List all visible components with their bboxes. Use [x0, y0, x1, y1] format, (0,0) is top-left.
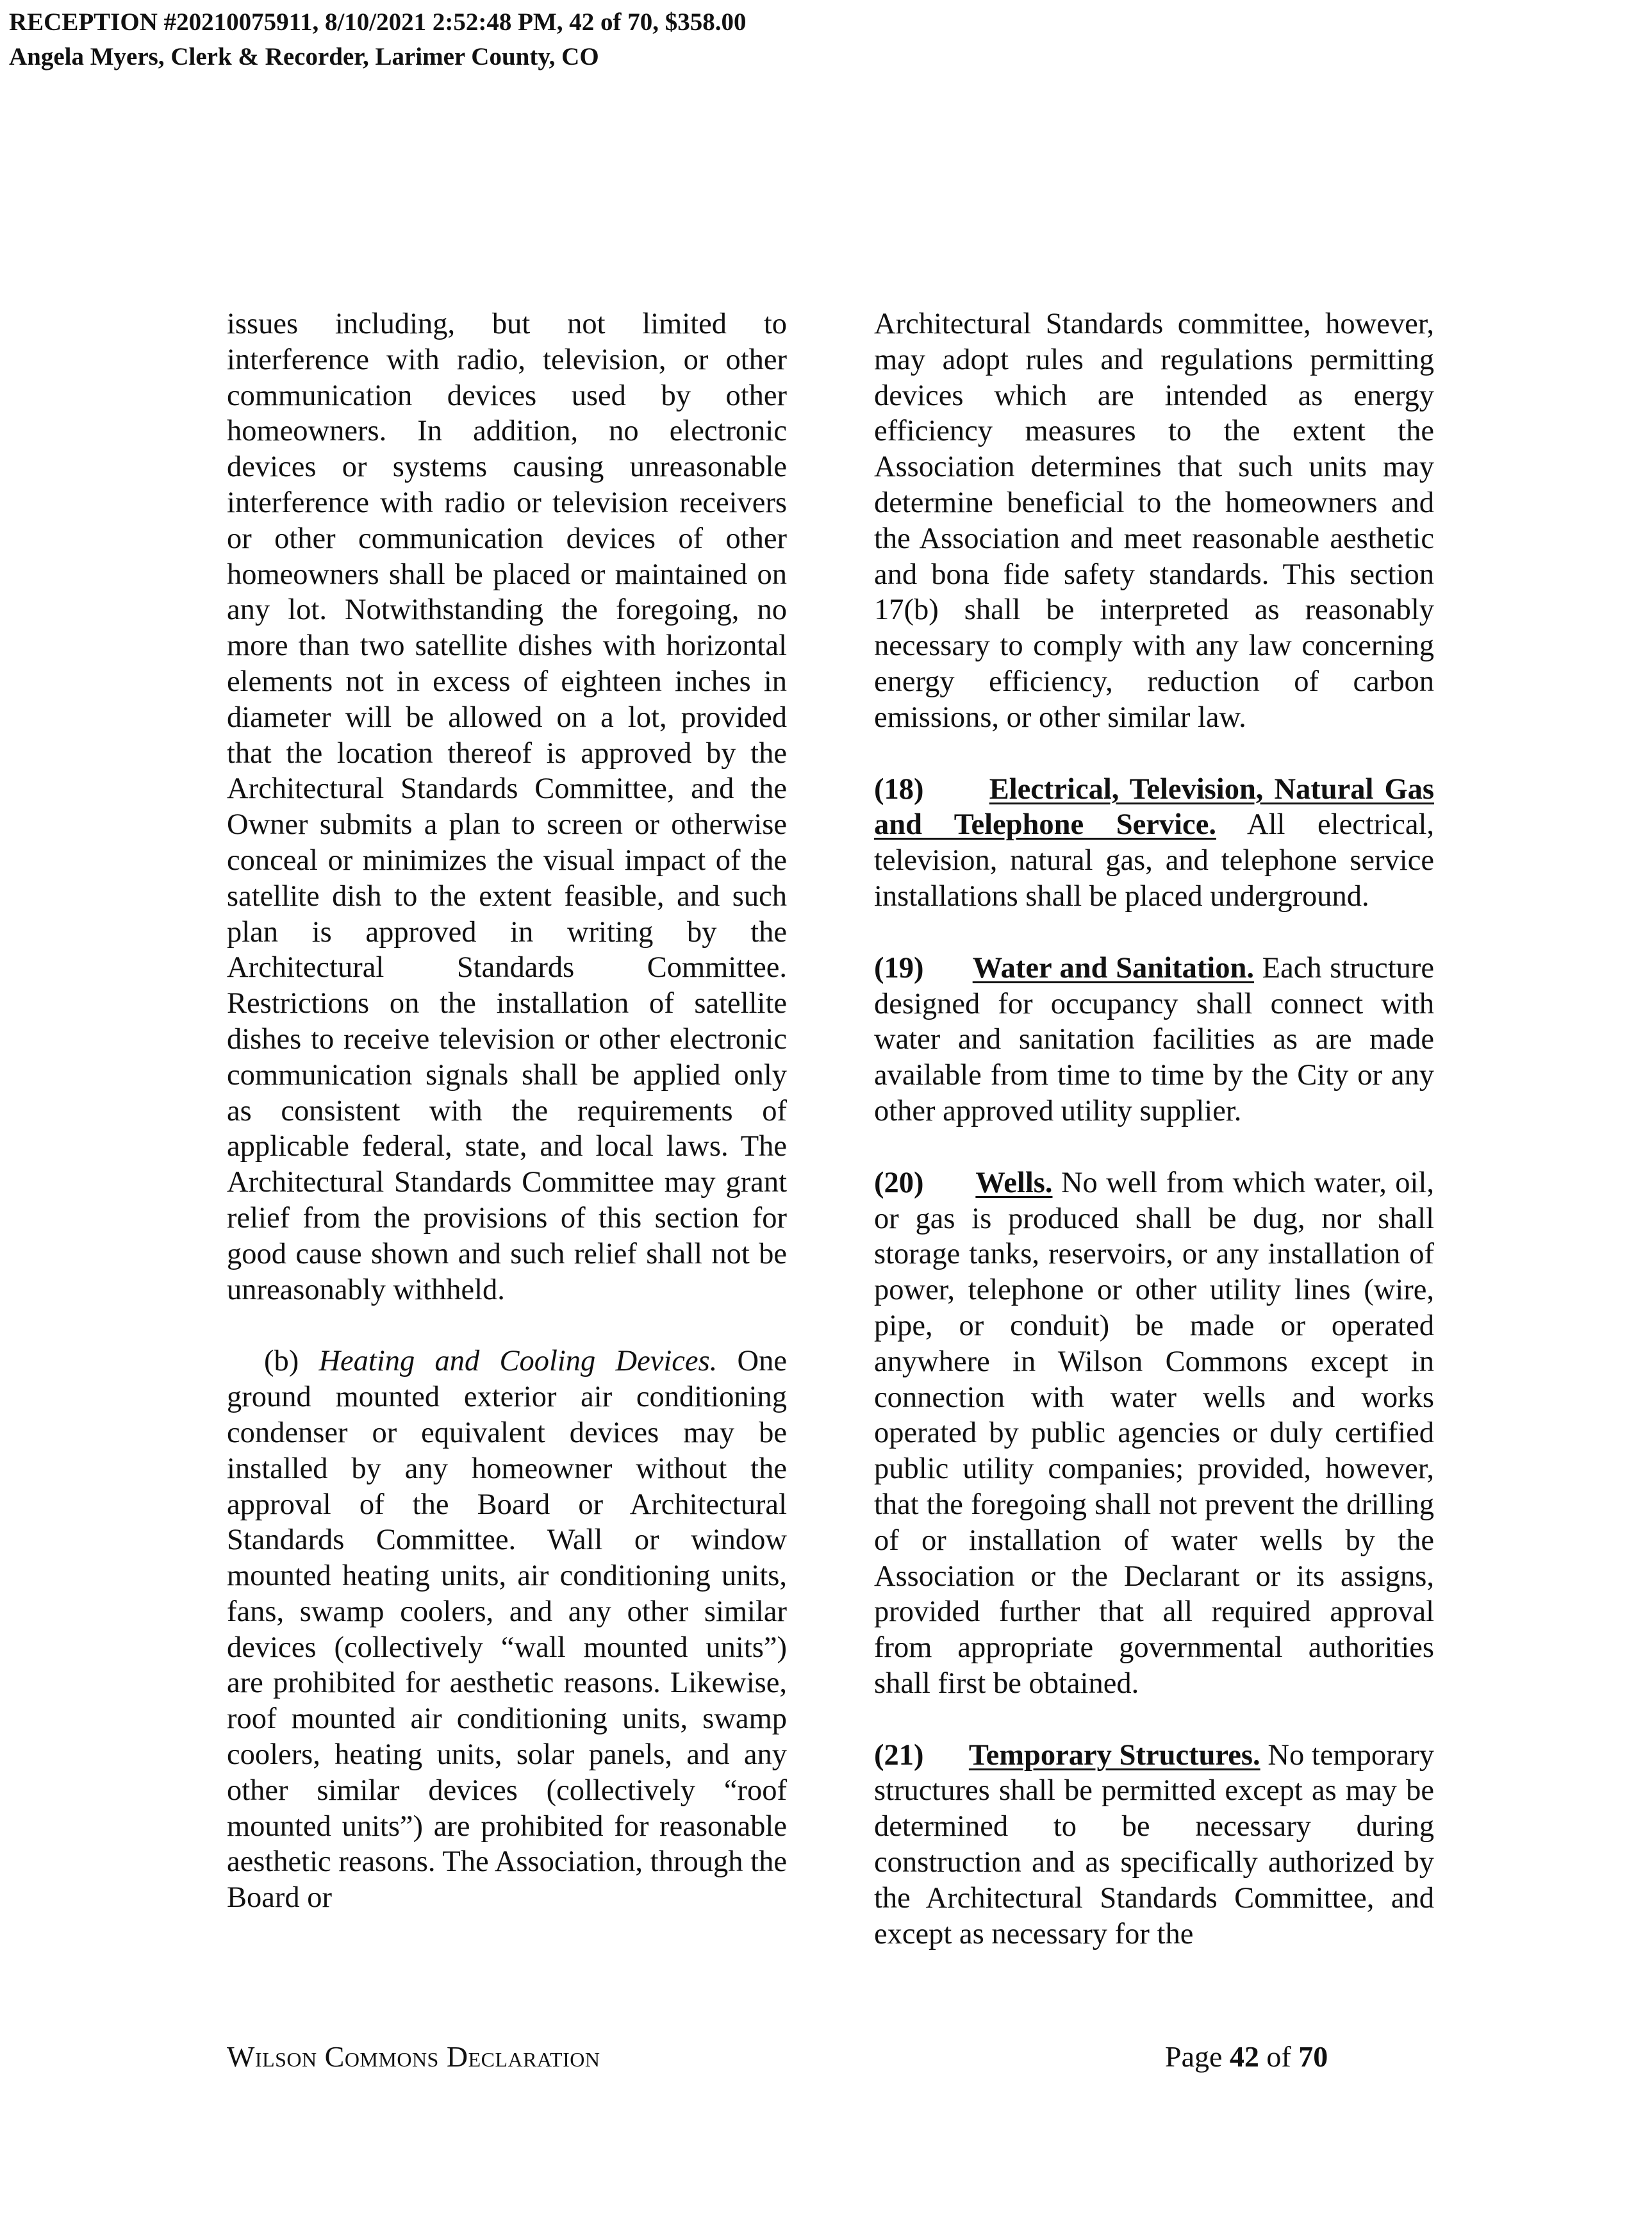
section-19 [874, 951, 1434, 1129]
page-of: of [1266, 2040, 1291, 2073]
recording-stamp [9, 5, 746, 74]
section-text: All electrical, television, natural gas, and telephone service installations shall be placed underground. [874, 808, 1435, 913]
section-number: (19) [874, 951, 924, 985]
section-text: Each structure designed for occupancy shall connect with water and sanitation facilities as are made available from time to time by the City or any other approved utility supplier. [874, 951, 1434, 1127]
total-pages: 70 [1298, 2040, 1328, 2073]
energy-efficiency-paragraph: Architectural Standards committee, however, may adopt rules and regulations permitting devices which are intended as energy efficiency measures to the extent the Association determines that such units may determine beneficial to the homeowners and the Association and meet reasonable aesthetic and bona fide safety standards. This section 17(b) shall be interpreted as reasonably necessary to comply with any law concerning energy efficiency, reduction of carbon emissions, or other similar law. [874, 308, 1434, 734]
section-21 [874, 1738, 1434, 1952]
section-text: No well from which water, oil, or gas is produced shall be dug, nor shall storage tanks, reservoirs, or any installation of power, telephone or other utility lines (wire, pipe, or conduit) be made or operated anywhere in Wilson Commons except in connection with water wells and works operated by public agencies or duly certified public utility companies; provided, however, that the foregoing shall not prevent the drilling of or installation of water wells by the Association or the Declarant or its assigns, provided further that all required approval from appropriate governmental authorities shall first be obtained. [874, 1166, 1435, 1700]
section-title: Electrical, Television, Natural Gas and Telephone Service. [874, 772, 1434, 842]
current-page: 42 [1229, 2040, 1259, 2073]
section-title: Water and Sanitation. [972, 951, 1254, 985]
section-number: (20) [874, 1166, 924, 1199]
subsection-label: (b) [264, 1345, 299, 1378]
section-20 [874, 1165, 1434, 1702]
left-column [227, 306, 787, 1916]
footer-document-title: Wilson Commons Declaration [227, 2040, 600, 2073]
section-text: No temporary structures shall be permitted except as may be determined to be necessary during construction and as specifically authorized by the Architectural Standards Committee, and except as necessary for the [874, 1738, 1435, 1950]
reception-line: RECEPTION #20210075911, 8/10/2021 2:52:48 PM, 42 of 70, $358.00 [9, 8, 747, 36]
section-number: (18) [874, 772, 924, 806]
section-18 [874, 772, 1434, 915]
heating-cooling-paragraph [227, 1343, 787, 1916]
section-title: Wells. [975, 1166, 1053, 1199]
footer-page-number [1165, 2040, 1328, 2074]
satellite-dish-paragraph: issues including, but not limited to interference with radio, television, or other communication devices used by other homeowners. In addition, no electronic devices or systems causing unreasonable interference with radio or television receivers or other communication devices of other homeowners shall be placed or maintained on any lot. Notwithstanding the foregoing, no more than two satellite dishes with horizontal elements not in excess of eighteen inches in diameter will be allowed on a lot, provided that the location thereof is approved by the Architectural Standards Committee, and the Owner submits a plan to screen or otherwise conceal or minimizes the visual impact of the satellite dish to the extent feasible, and such plan is approved in writing by the Architectural Standards Committee. Restrictions on the installation of satellite dishes to receive television or other electronic communication signals shall be applied only as consistent with the requirements of applicable federal, state, and local laws. The Architectural Standards Committee may grant relief from the provisions of this section for good cause shown and such relief shall not be unreasonably withheld. [227, 308, 787, 1306]
section-number: (21) [874, 1738, 924, 1772]
page-label: Page [1165, 2040, 1223, 2073]
section-title: Temporary Structures. [968, 1738, 1260, 1772]
right-column [874, 306, 1434, 1952]
subsection-title: Heating and Cooling Devices. [318, 1345, 718, 1378]
subsection-text: One ground mounted exterior air conditioning condenser or equivalent devices may be installed by any homeowner without the approval of the Board or Architectural Standards Committee. Wall or window mounted heating units, air conditioning units, fans, swamp coolers, and any other similar devices (collectively “wall mounted units”) are prohibited for aesthetic reasons. Likewise, roof mounted air conditioning units, swamp coolers, heating units, solar panels, and any other similar devices (collectively “roof mounted units”) are prohibited for reasonable aesthetic reasons. The Association, through the Board or [227, 1345, 787, 1915]
clerk-line: Angela Myers, Clerk & Recorder, Larimer County, CO [9, 43, 599, 71]
